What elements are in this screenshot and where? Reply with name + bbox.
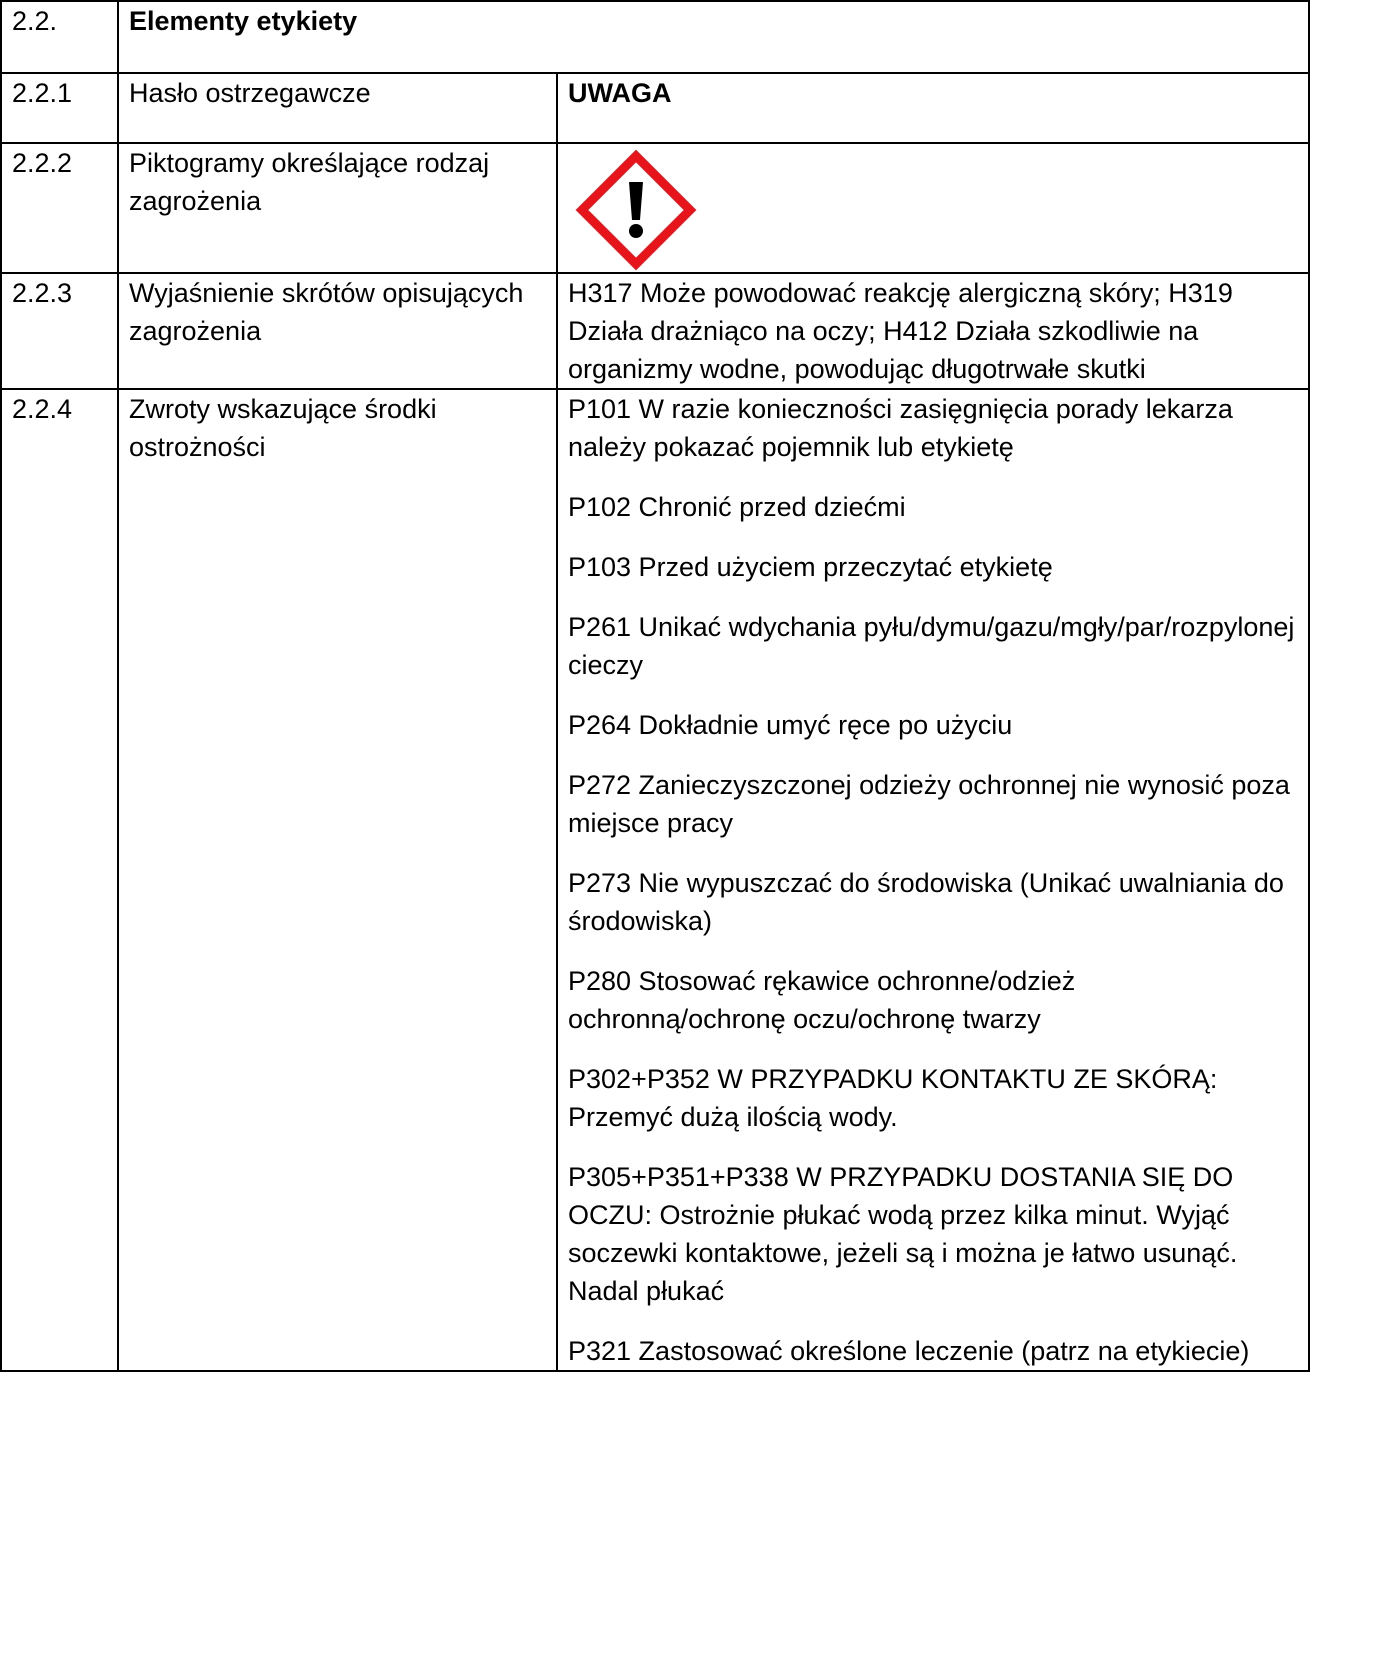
precautionary-statement: P273 Nie wypuszczać do środowiska (Unikać uwalniania do środowiska) — [568, 868, 1284, 936]
precautionary-statement: P280 Stosować rękawice ochronne/odzież ochronną/ochronę oczu/ochronę twarzy — [568, 966, 1076, 1034]
precautionary-statement: P101 W razie konieczności zasięgnięcia porady lekarza należy pokazać pojemnik lub etykietę — [568, 394, 1233, 462]
precautionary-statement: P305+P351+P338 W PRZYPADKU DOSTANIA SIĘ DO OCZU: Ostrożnie płukać wodą przez kilka minut. Wyjąć soczewki kontaktowe, jeżeli są i można je łatwo usunąć. Nadal płukać — [568, 1162, 1238, 1306]
pictograms-number: 2.2.2 — [1, 143, 118, 273]
precautionary-statement: P272 Zanieczyszczonej odzieży ochronnej nie wynosić poza miejsce pracy — [568, 770, 1290, 838]
precautionary-statements-value — [557, 389, 1309, 1371]
pictograms-label: Piktogramy określające rodzaj zagrożenia — [118, 143, 557, 273]
precautionary-statement: P321 Zastosować określone leczenie (patrz na etykiecie) — [568, 1336, 1250, 1366]
hazard-statements-label: Wyjaśnienie skrótów opisujących zagrożenia — [118, 273, 557, 389]
precautionary-statement: P103 Przed użyciem przeczytać etykietę — [568, 552, 1053, 582]
section-number: 2.2. — [1, 1, 118, 73]
precautionary-statement: P102 Chronić przed dziećmi — [568, 492, 906, 522]
pictograms-value — [557, 143, 1309, 273]
precautionary-statement: P261 Unikać wdychania pyłu/dymu/gazu/mgły/par/rozpylonej cieczy — [568, 612, 1295, 680]
signal-word-value: UWAGA — [557, 73, 1309, 143]
signal-word-label: Hasło ostrzegawcze — [118, 73, 557, 143]
precautionary-statement: P264 Dokładnie umyć ręce po użyciu — [568, 710, 1013, 740]
precautionary-statements-row — [1, 389, 1309, 1371]
signal-word-number: 2.2.1 — [1, 73, 118, 143]
section-title: Elementy etykiety — [118, 1, 1309, 73]
hazard-statements-number: 2.2.3 — [1, 273, 118, 389]
precautionary-statements-number: 2.2.4 — [1, 389, 118, 1371]
exclamation-mark-hazard-pictogram-icon — [574, 148, 698, 272]
pictograms-row — [1, 143, 1309, 273]
hazard-statements-value: H317 Może powodować reakcję alergiczną skóry; H319 Działa drażniąco na oczy; H412 Działa szkodliwie na organizmy wodne, powodując długotrwałe skutki — [557, 273, 1309, 389]
hazard-statements-row — [1, 273, 1309, 389]
precautionary-statement: P302+P352 W PRZYPADKU KONTAKTU ZE SKÓRĄ: Przemyć dużą ilością wody. — [568, 1064, 1218, 1132]
precautionary-statements-label: Zwroty wskazujące środki ostrożności — [118, 389, 557, 1371]
signal-word-row — [1, 73, 1309, 143]
section-header-row — [1, 1, 1309, 73]
